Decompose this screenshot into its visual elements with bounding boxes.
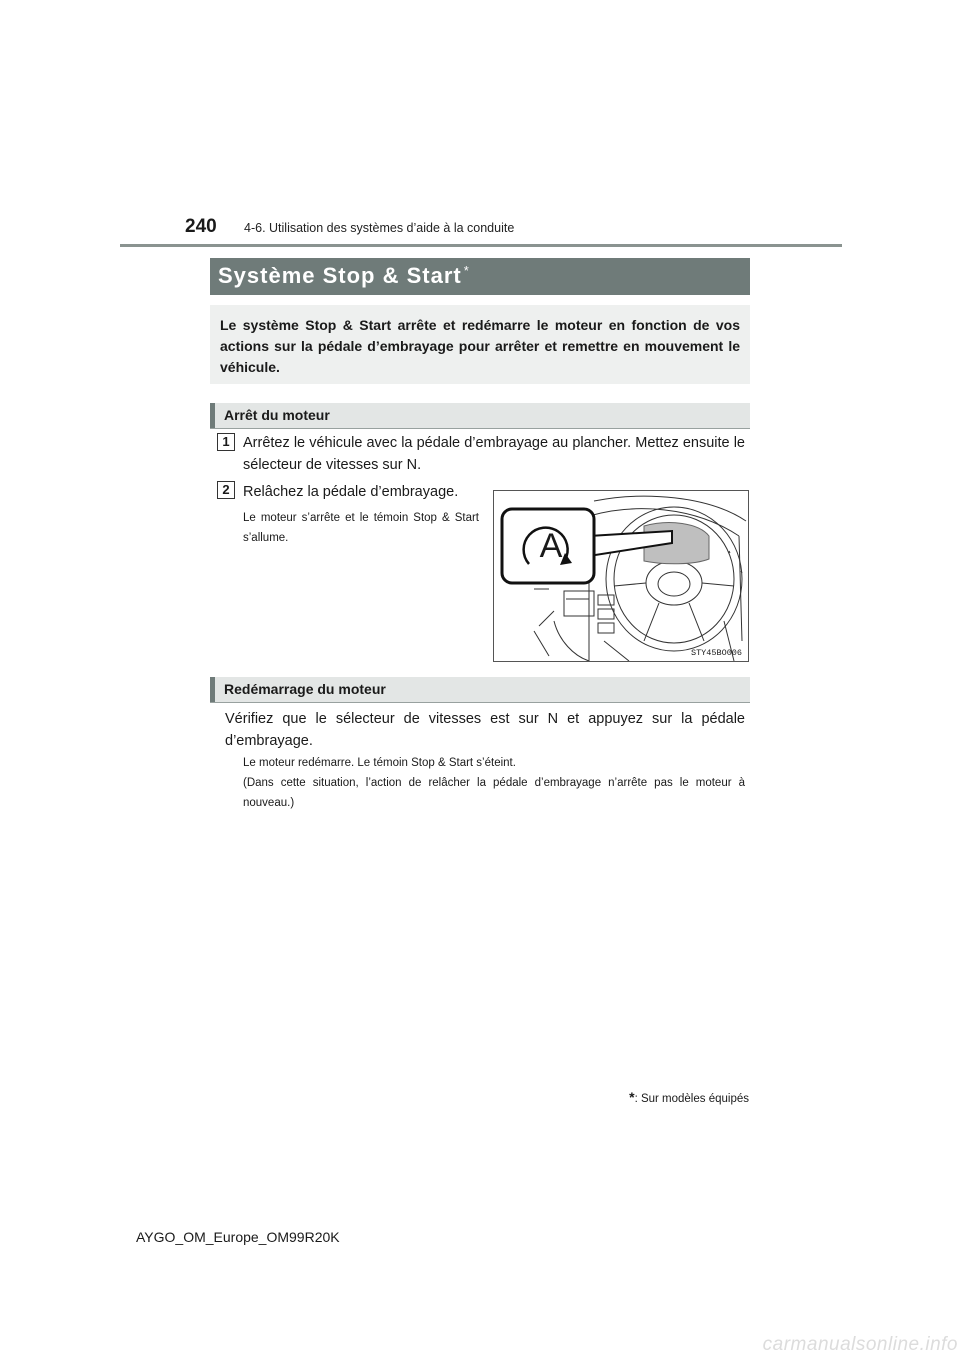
dashboard-illustration (493, 490, 749, 662)
intro-box (210, 305, 750, 384)
subheading-restart (210, 677, 750, 703)
document-id: AYGO_OM_Europe_OM99R20K (136, 1229, 340, 1245)
section-path: 4-6. Utilisation des systèmes d’aide à la conduite (244, 221, 515, 235)
section-title-bar (210, 258, 750, 295)
subheading-accent (210, 677, 215, 702)
footnote-text: : Sur modèles équipés (634, 1093, 749, 1105)
watermark: carmanualsonline.info (762, 1334, 958, 1355)
figure-code: STY45BO006 (690, 648, 742, 658)
intro-text: Le système Stop & Start arrête et redémarre le moteur en fonction de vos actions sur la pédale d’embrayage pour arrêter et remettre en mouvement le véhicule. (220, 317, 740, 375)
subheading-accent (210, 403, 215, 428)
step-number-1: 1 (217, 433, 235, 451)
restart-text: Vérifiez que le sélecteur de vitesses est sur N et appuyez sur la pédale d’embrayage. (225, 711, 745, 749)
step-2-note: Le moteur s’arrête et le témoin Stop & Start s’allume. (243, 512, 479, 544)
callout-letter: A (539, 527, 563, 565)
restart-note-1: Le moteur redémarre. Le témoin Stop & Start s’éteint. (243, 757, 516, 769)
subheading-restart-label: Redémarrage du moteur (224, 681, 386, 697)
asterisk-icon: * (629, 1089, 635, 1105)
page-title (218, 263, 470, 289)
restart-note-2: (Dans cette situation, l’action de relâcher la pédale d’embrayage n’arrête pas le moteur à nouveau.) (243, 777, 745, 809)
page-number: 240 (185, 216, 217, 237)
step-1-text: Arrêtez le véhicule avec la pédale d’embrayage au plancher. Mettez ensuite le sélecteur de vitesses sur N. (243, 435, 745, 473)
page-title-text: Système Stop & Start (218, 263, 462, 288)
step-2-text: Relâchez la pédale d’embrayage. (243, 484, 459, 500)
footnote (629, 1089, 749, 1105)
subheading-stop-label: Arrêt du moteur (224, 407, 330, 423)
header-rule (120, 244, 842, 247)
step-number-2: 2 (217, 481, 235, 499)
subheading-stop (210, 403, 750, 429)
steering-wheel-drawing (494, 491, 748, 661)
asterisk-icon: * (463, 263, 470, 278)
